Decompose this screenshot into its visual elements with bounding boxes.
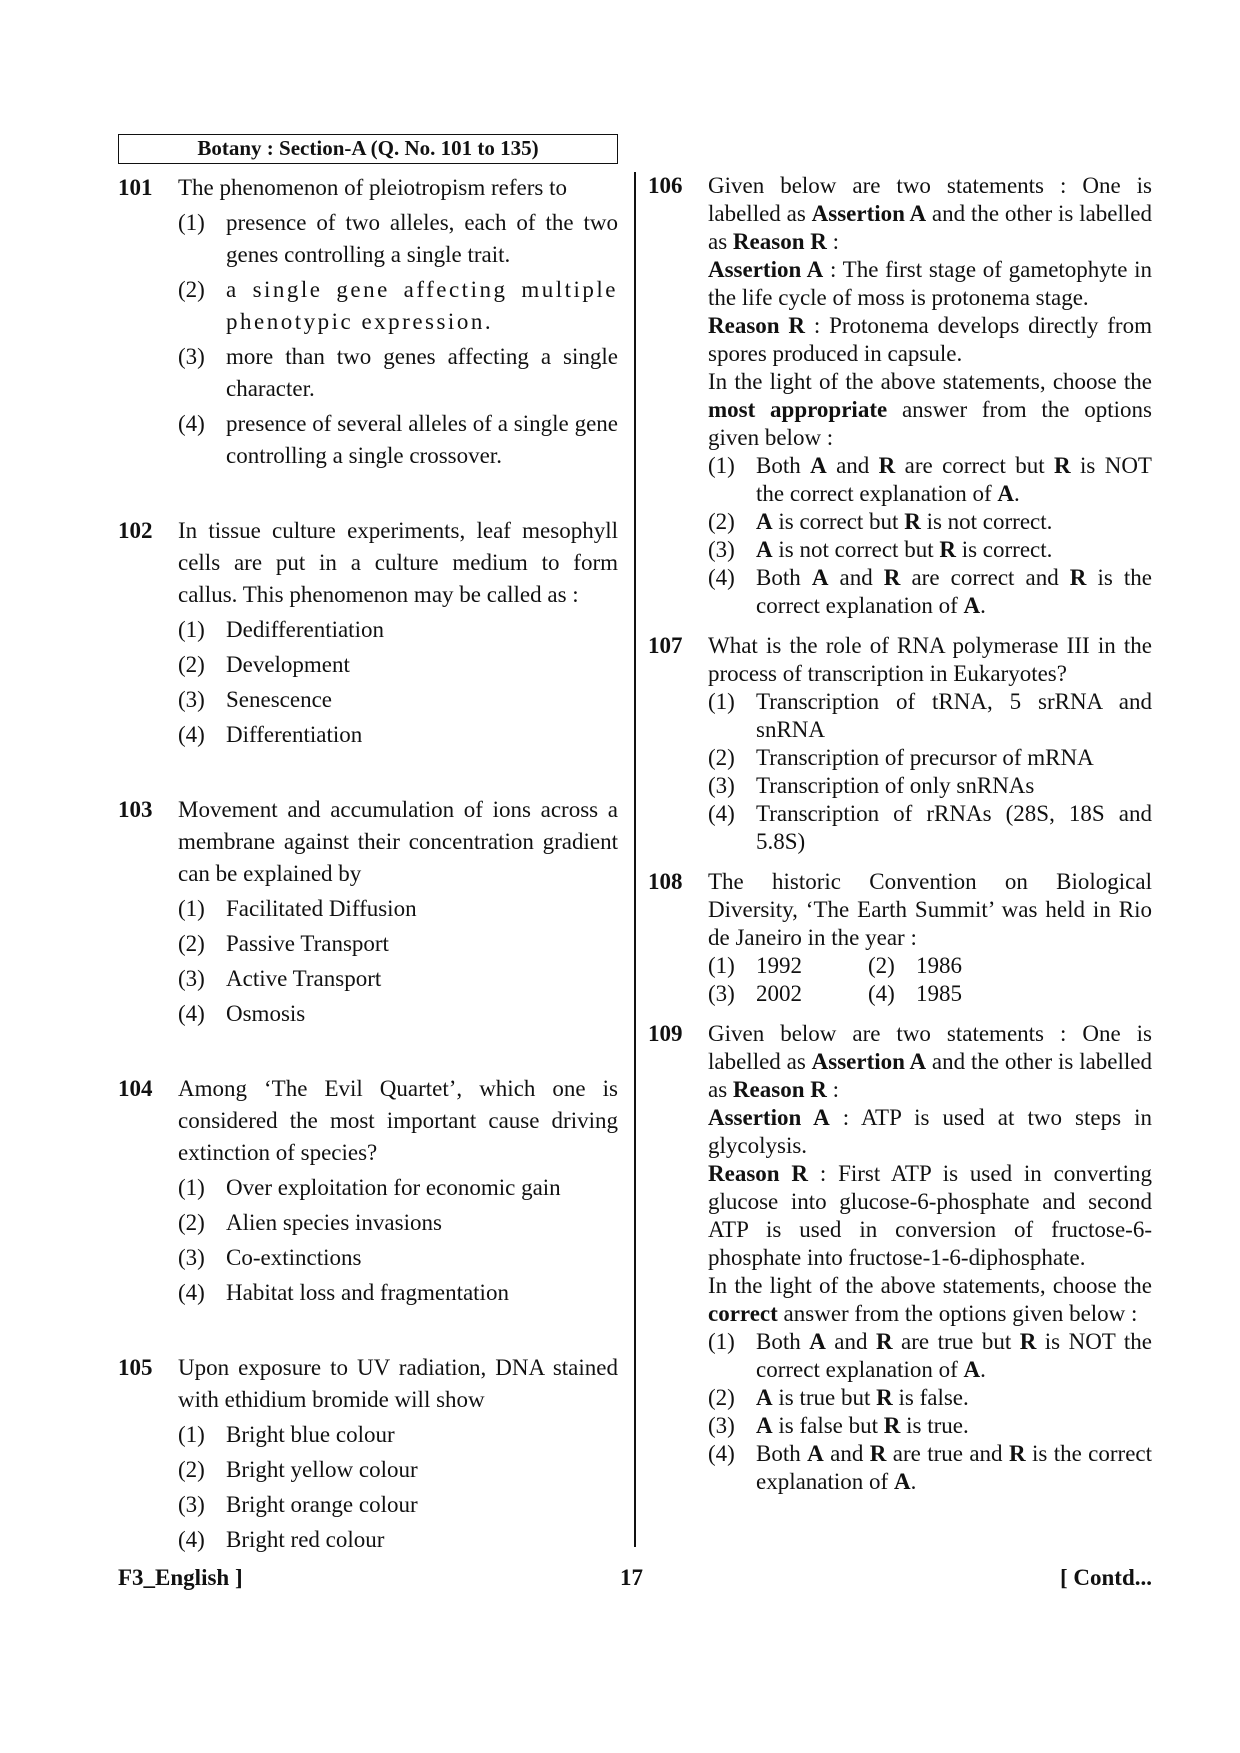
question-101 [118,172,618,472]
option-text: Passive Transport [226,931,389,956]
prompt-text: In the light of the above statements, choose the [708,369,1152,394]
option-2[interactable] [708,508,1152,536]
question-number: 103 [118,797,153,822]
assertion-text: : ATP is used at two steps in glycolysis. [708,1105,1152,1158]
reason-text: : Protonema develops directly from spores produced in capsule. [708,313,1152,366]
option-3[interactable] [178,1489,618,1521]
question-prompt [708,368,1152,452]
option-1[interactable] [708,952,868,980]
option-1[interactable] [708,452,1152,508]
prompt-emphasis: most appropriate [708,397,888,422]
option-number: (3) [178,344,205,369]
question-stem: The phenomenon of pleiotropism refers to [178,175,567,200]
option-bold: A [809,1329,826,1354]
question-stem: In tissue culture experiments, leaf mesophyll cells are put in a culture medium to form callus. This phenomenon may be called as : [178,518,618,607]
option-text: 1992 [756,953,802,978]
question-stem: What is the role of RNA polymerase III in the process of transcription in Eukaryotes? [708,633,1152,686]
option-text: Co-extinctions [226,1245,362,1270]
option-bold: R [1069,565,1087,590]
option-4[interactable] [708,1440,1152,1496]
option-text: 2002 [756,981,802,1006]
option-number: (1) [178,210,205,235]
option-3[interactable] [708,772,1152,800]
question-intro [708,172,1152,256]
assertion-statement [708,1104,1152,1160]
right-column [648,172,1152,1508]
option-text: presence of two alleles, each of the two genes controlling a single trait. [226,210,618,267]
option-text: are correct but [895,453,1055,478]
assertion-statement [708,256,1152,312]
option-number: (2) [178,652,205,677]
option-2[interactable] [178,928,618,960]
option-number: (3) [178,687,205,712]
option-text: and [823,1441,870,1466]
intro-text: and the other is labelled as [708,201,1152,254]
option-1[interactable] [708,688,1152,744]
option-number: (2) [708,745,735,770]
question-number: 105 [118,1355,153,1380]
option-bold: A [756,1413,773,1438]
option-number: (4) [178,411,205,436]
option-bold: R [875,1329,893,1354]
option-number: (3) [178,1245,205,1270]
option-text: Both [756,1329,810,1354]
question-number: 108 [648,869,683,894]
option-text: and [825,1329,876,1354]
footer-page-number: 17 [620,1565,643,1590]
question-108 [648,868,1152,1008]
option-text: is false. [892,1385,969,1410]
option-4[interactable] [178,408,618,472]
option-text: is NOT the correct explanation of [756,1329,1152,1382]
intro-text: : [826,1077,839,1102]
option-4[interactable] [178,1524,618,1556]
option-text: Bright orange colour [226,1492,418,1517]
reason-label: Reason R [708,1161,809,1186]
option-text: Bright red colour [226,1527,385,1552]
option-text: is false but [772,1413,884,1438]
option-text: are true and [886,1441,1009,1466]
option-bold: A [997,481,1015,506]
option-1[interactable] [178,893,618,925]
option-number: (3) [708,537,735,562]
option-number: (3) [178,966,205,991]
assertion-word: Assertion A [811,201,927,226]
reason-label: Reason R [708,313,806,338]
option-text: Facilitated Diffusion [226,896,417,921]
option-number: (2) [178,931,205,956]
option-1[interactable] [178,1419,618,1451]
option-bold: R [1019,1329,1037,1354]
prompt-text: In the light of the above statements, choose the [708,1273,1152,1298]
question-number: 109 [648,1021,683,1046]
option-4[interactable] [178,998,618,1030]
option-number: (2) [708,1385,735,1410]
option-text: Development [226,652,350,677]
option-bold: R [876,1385,893,1410]
option-bold: R [883,565,901,590]
option-text: Transcription of only snRNAs [756,773,1035,798]
option-text: Transcription of precursor of mRNA [756,745,1094,770]
option-3[interactable] [708,1412,1152,1440]
option-text: is correct but [772,509,905,534]
option-bold: A [963,1357,981,1382]
option-text: . [980,593,986,618]
reason-statement [708,1160,1152,1272]
question-105 [118,1352,618,1556]
option-text: . [1014,481,1020,506]
option-3[interactable] [178,341,618,405]
option-2[interactable] [178,274,618,338]
option-text: is not correct. [920,509,1053,534]
option-number: (4) [868,981,895,1006]
option-number: (1) [178,617,205,642]
option-number: (1) [178,896,205,921]
option-2[interactable] [708,1384,1152,1412]
option-text: Bright blue colour [226,1422,395,1447]
option-text: Transcription of rRNAs (28S, 18S and 5.8S) [756,801,1152,854]
option-text: Osmosis [226,1001,306,1026]
option-text: Both [756,453,811,478]
intro-text: and the other is labelled as [708,1049,1152,1102]
option-1[interactable] [708,1328,1152,1384]
option-text: Senescence [226,687,332,712]
option-text: and [826,453,879,478]
option-text: is the correct explanation of [756,1441,1153,1494]
option-text: is not correct but [772,537,940,562]
option-text: is true. [900,1413,969,1438]
option-bold: R [904,509,921,534]
assertion-word: Assertion A [811,1049,927,1074]
option-bold: R [1008,1441,1026,1466]
option-bold: A [893,1469,911,1494]
option-text: is correct. [955,537,1053,562]
option-number: (2) [178,1210,205,1235]
assertion-label: Assertion A [708,1105,830,1130]
option-text: 1985 [916,981,962,1006]
option-bold: R [869,1441,887,1466]
option-bold: A [807,1441,824,1466]
reason-word: Reason R [732,1077,827,1102]
options-grid [708,952,1152,1008]
question-number: 106 [648,173,683,198]
option-3[interactable] [178,684,618,716]
option-4[interactable] [178,719,618,751]
question-103 [118,794,618,1030]
option-number: (2) [708,509,735,534]
option-2[interactable] [178,1454,618,1486]
option-bold: R [1054,453,1071,478]
question-106 [648,172,1152,620]
option-number: (2) [178,1457,205,1482]
left-column [118,172,618,1599]
option-text: Both [756,565,812,590]
option-1[interactable] [178,614,618,646]
option-text: Active Transport [226,966,382,991]
option-number: (4) [178,1001,205,1026]
option-2[interactable] [708,744,1152,772]
option-text: a single gene affecting multiple phenotypic expression. [226,277,618,334]
question-stem: Movement and accumulation of ions across a membrane against their concentration gradient can be explained by [178,797,618,886]
option-number: (4) [178,1527,205,1552]
option-text: and [828,565,884,590]
assertion-text: : The first stage of gametophyte in the life cycle of moss is protonema stage. [708,257,1152,310]
option-4[interactable] [708,800,1152,856]
option-number: (1) [708,953,735,978]
option-1[interactable] [178,1172,618,1204]
option-text: Differentiation [226,722,363,747]
option-bold: A [811,565,829,590]
option-bold: A [963,593,981,618]
option-text: Bright yellow colour [226,1457,418,1482]
option-text: Dedifferentiation [226,617,384,642]
option-number: (3) [708,1413,735,1438]
prompt-emphasis: correct [708,1301,778,1326]
question-intro [708,1020,1152,1104]
option-bold: A [810,453,827,478]
option-2[interactable] [178,1207,618,1239]
option-number: (3) [708,981,735,1006]
prompt-text: answer from the options given below : [777,1301,1138,1326]
question-number: 107 [648,633,683,658]
option-text: . [910,1469,917,1494]
option-text: more than two genes affecting a single character. [226,344,618,401]
option-bold: A [756,1385,773,1410]
option-number: (4) [708,801,735,826]
option-number: (1) [708,689,735,714]
option-text: is NOT the correct explanation of [756,453,1152,506]
option-3[interactable] [178,1242,618,1274]
question-stem: The historic Convention on Biological Diversity, ‘The Earth Summit’ was held in Rio de Janeiro in the year : [708,869,1152,950]
assertion-label: Assertion A [708,257,824,282]
column-divider [634,172,636,1547]
option-number: (4) [178,1280,205,1305]
option-number: (4) [708,565,735,590]
option-bold: R [878,453,896,478]
footer-paper-code: F3_English ] [118,1565,243,1590]
option-2[interactable] [178,649,618,681]
option-4[interactable] [708,564,1152,620]
option-2[interactable] [868,952,1068,980]
option-text: is true but [772,1385,877,1410]
intro-text: : [826,229,839,254]
option-3[interactable] [178,963,618,995]
option-text: presence of several alleles of a single gene controlling a single crossover. [226,411,618,468]
option-4[interactable] [178,1277,618,1309]
prompt-text: answer from the options given below : [708,397,1152,450]
option-text: Transcription of tRNA, 5 srRNA and snRNA [756,689,1152,742]
option-number: (4) [708,1441,735,1466]
reason-statement [708,312,1152,368]
option-3[interactable] [708,980,868,1008]
option-number: (2) [868,953,895,978]
question-stem: Among ‘The Evil Quartet’, which one is considered the most important cause driving extinction of species? [178,1076,618,1165]
question-number: 104 [118,1076,153,1101]
option-number: (3) [708,773,735,798]
option-number: (1) [708,1329,735,1354]
option-text: is the correct explanation of [756,565,1152,618]
section-title: Botany : Section-A (Q. No. 101 to 135) [118,134,618,164]
option-bold: A [756,509,773,534]
question-104 [118,1073,618,1309]
option-number: (1) [708,453,735,478]
option-text: 1986 [916,953,962,978]
intro-text: Given below are two statements : One is labelled as [708,1021,1152,1074]
option-number: (1) [178,1175,205,1200]
question-102 [118,515,618,751]
option-bold: A [756,537,773,562]
option-1[interactable] [178,207,618,271]
question-107 [648,632,1152,856]
footer-continued: [ Contd... [1059,1565,1152,1590]
question-number: 102 [118,518,153,543]
option-text: are true but [892,1329,1020,1354]
option-3[interactable] [708,536,1152,564]
option-bold: R [939,537,956,562]
reason-text: : First ATP is used in converting glucose into glucose-6-phosphate and second ATP is used in conversion of fructose-6-phosphate into fructose-1-6-diphosphate. [708,1161,1152,1270]
question-number: 101 [118,175,153,200]
option-text: Alien species invasions [226,1210,442,1235]
question-prompt [708,1272,1152,1328]
intro-text: Given below are two statements : One is labelled as [708,173,1152,226]
option-text: Both [756,1441,808,1466]
question-stem: Upon exposure to UV radiation, DNA stained with ethidium bromide will show [178,1355,618,1412]
option-text: Over exploitation for economic gain [226,1175,561,1200]
option-bold: R [883,1413,901,1438]
option-number: (4) [178,722,205,747]
option-text: are correct and [900,565,1070,590]
option-text: . [980,1357,986,1382]
option-number: (3) [178,1492,205,1517]
option-number: (1) [178,1422,205,1447]
option-4[interactable] [868,980,1068,1008]
reason-word: Reason R [732,229,827,254]
option-number: (2) [178,277,205,302]
option-text: Habitat loss and fragmentation [226,1280,509,1305]
question-109 [648,1020,1152,1496]
